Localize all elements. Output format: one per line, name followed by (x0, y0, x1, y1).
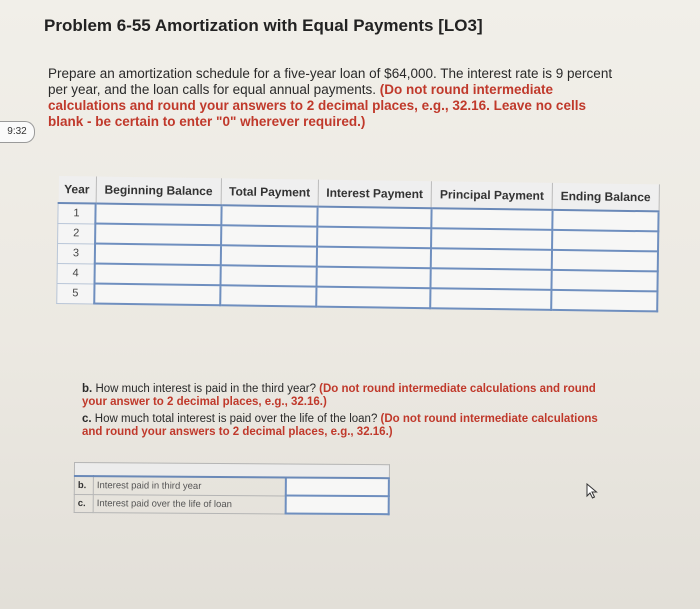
follow-up-questions (82, 383, 612, 443)
header-total-payment: Total Payment (221, 178, 318, 206)
total-payment-input[interactable] (221, 225, 318, 246)
answer-label: Interest paid over the life of loan (93, 494, 286, 513)
question-c-note: (Do not round intermediate calculations and round your answers to 2 decimal places, e.g., 32.16.) (82, 413, 598, 438)
question-c-label: c. (82, 413, 92, 425)
timer-badge: 9:32 (0, 121, 35, 143)
principal-payment-input[interactable] (431, 228, 553, 250)
beginning-balance-input[interactable] (95, 204, 221, 226)
interest-payment-input[interactable] (317, 227, 431, 249)
principal-payment-input[interactable] (430, 268, 552, 290)
answer-table (74, 462, 390, 515)
header-beginning-balance: Beginning Balance (96, 177, 222, 206)
beginning-balance-input[interactable] (94, 284, 220, 306)
beginning-balance-input[interactable] (95, 244, 221, 266)
ending-balance-input[interactable] (552, 210, 659, 231)
ending-balance-input[interactable] (551, 270, 658, 291)
interest-payment-input[interactable] (317, 207, 431, 229)
header-principal-payment: Principal Payment (431, 181, 553, 210)
interest-payment-input[interactable] (316, 287, 430, 309)
header-interest-payment: Interest Payment (318, 180, 432, 209)
answer-letter: c. (74, 494, 93, 512)
ending-balance-input[interactable] (552, 250, 659, 271)
prompt-text: Prepare an amortization schedule for a five-year loan of $64,000. The interest rate is 9 percent per year, and the loan calls for equal annual payments. (48, 66, 613, 97)
ending-balance-input[interactable] (552, 230, 659, 251)
year-cell: 5 (57, 283, 95, 304)
total-payment-input[interactable] (221, 205, 318, 226)
total-payment-input[interactable] (220, 265, 317, 286)
question-b (82, 383, 612, 409)
question-b-label: b. (82, 383, 93, 395)
beginning-balance-input[interactable] (95, 264, 221, 286)
principal-payment-input[interactable] (431, 208, 553, 230)
ending-balance-input[interactable] (551, 290, 658, 311)
interest-payment-input[interactable] (317, 267, 431, 289)
problem-prompt (48, 66, 613, 130)
answer-letter: b. (74, 476, 93, 494)
interest-third-year-input[interactable] (286, 477, 389, 496)
principal-payment-input[interactable] (430, 248, 552, 270)
interest-payment-input[interactable] (317, 247, 431, 269)
total-payment-input[interactable] (220, 245, 317, 266)
question-c (82, 413, 612, 439)
answer-row (74, 476, 389, 496)
total-interest-input[interactable] (286, 495, 389, 514)
year-cell: 1 (58, 203, 96, 224)
answer-row (74, 494, 389, 514)
mouse-cursor-icon (585, 483, 599, 499)
total-payment-input[interactable] (220, 285, 317, 306)
question-b-note: (Do not round intermediate calculations and round your answer to 2 decimal places, e.g., 32.16.) (82, 383, 596, 408)
problem-title: Problem 6-55 Amortization with Equal Payments [LO3] (44, 16, 483, 35)
amortization-table (56, 176, 660, 312)
question-c-text: How much total interest is paid over the life of the loan? (94, 413, 381, 425)
question-b-text: How much interest is paid in the third year? (95, 383, 320, 395)
prompt-note: (Do not round intermediate calculations and round your answers to 2 decimal places, e.g., 32.16. Leave no cells blank - be certain to enter "0" wherever required.) (48, 82, 586, 129)
year-cell: 2 (58, 223, 96, 244)
header-year: Year (58, 176, 96, 204)
header-ending-balance: Ending Balance (552, 183, 659, 211)
principal-payment-input[interactable] (430, 288, 552, 310)
answer-label: Interest paid in third year (93, 476, 286, 495)
year-cell: 3 (57, 243, 95, 264)
year-cell: 4 (57, 263, 95, 284)
beginning-balance-input[interactable] (95, 224, 221, 246)
